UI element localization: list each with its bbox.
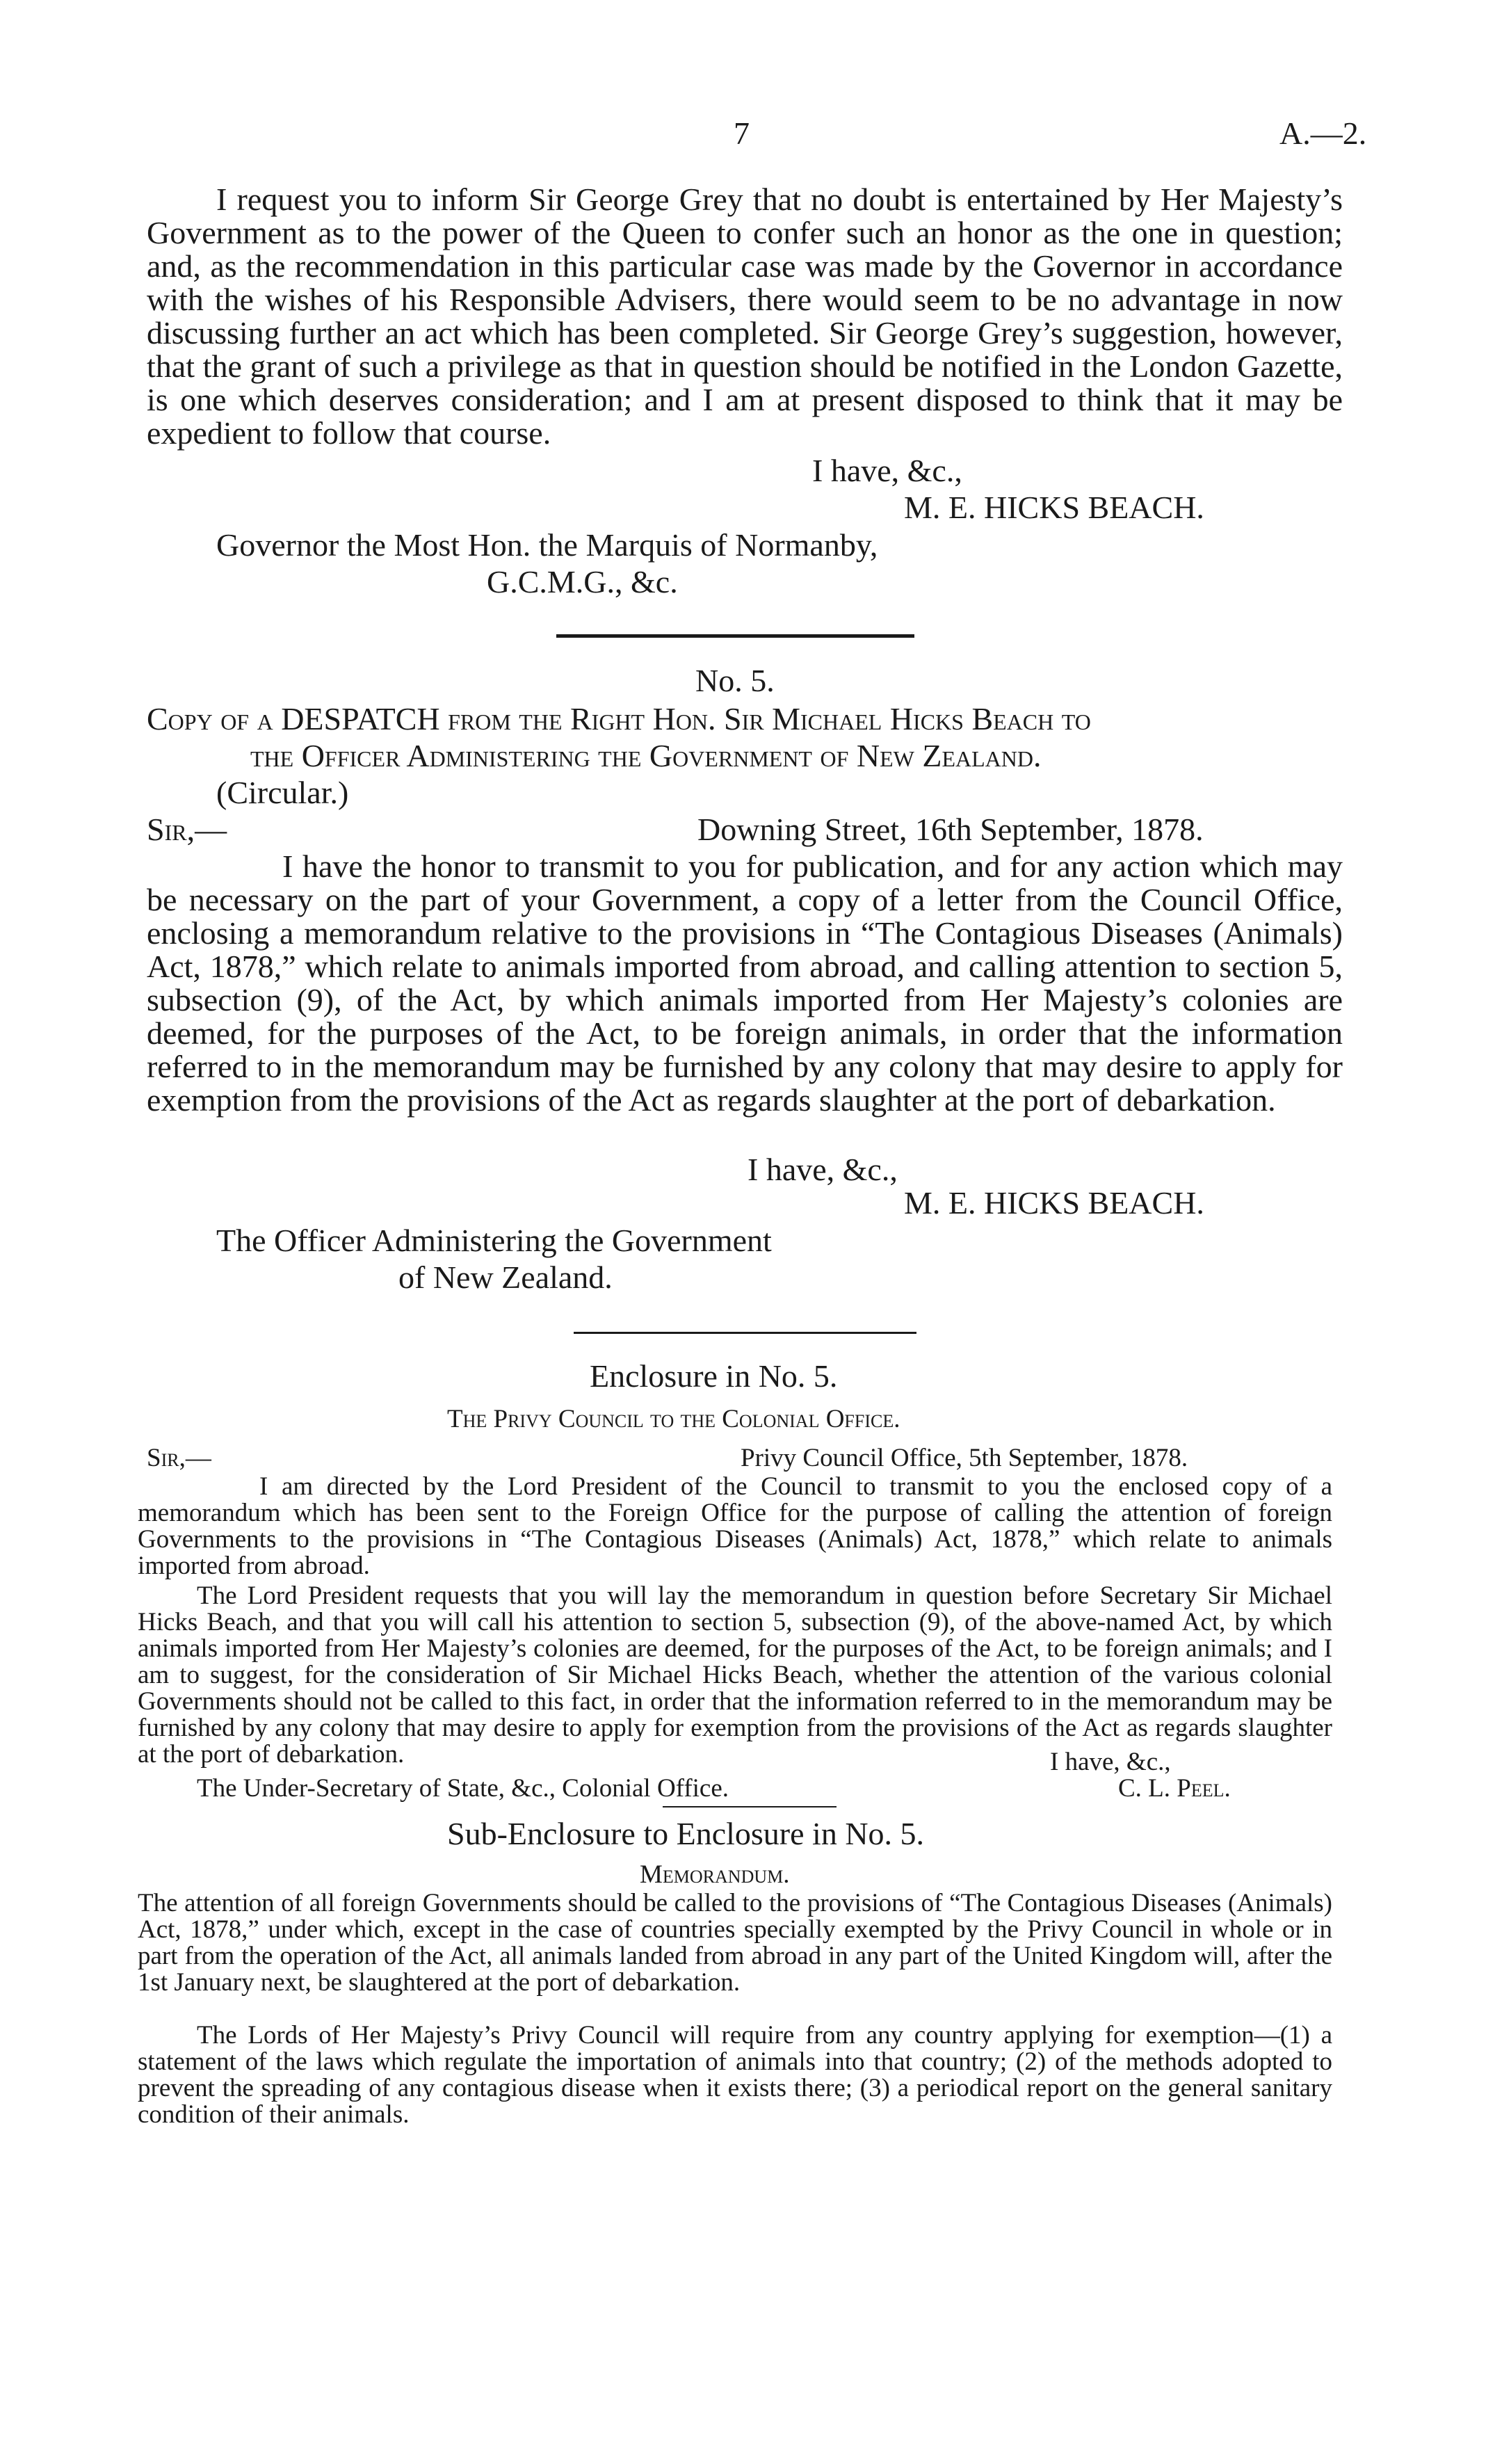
section-divider [556,634,914,638]
despatch5-addressee-line2: of New Zealand. [398,1259,613,1295]
despatch4-paragraph: I request you to inform Sir George Grey that no doubt is entertained by Her Majesty’s Government as to the power of the Queen to confer such an honor as the one in question; and, as the recommendation in this particular case was made by the Governor in accordance with the wishes of his Responsible Advisers, there would seem to be no advantage in now discussing further an act which has been completed. Sir George Grey’s suggestion, however, that the grant of such a privilege as that in question should be notified in the London Gazette, is one which deserves consideration; and I am at present disposed to think that it may be expedient to follow that course. [147,182,1343,451]
despatch4-addressee-line1: Governor the Most Hon. the Marquis of Normanby, [216,527,878,563]
enclosure-place-date: Privy Council Office, 5th September, 1878. [741,1444,1188,1472]
enclosure-paragraph-1: I am directed by the Lord President of the Council to transmit to you the enclosed copy of a memorandum which has been sent to the Foreign Office for the purpose of calling the attention of foreign Governments to the provisions in “The Contagious Diseases (Animals) Act, 1878,” which relate to animals imported from abroad. [138,1472,1332,1580]
page-number: 7 [734,115,750,151]
sub-enclosure-heading: Sub-Enclosure to Enclosure in No. 5. [447,1816,925,1851]
despatch5-paragraph: I have the honor to transmit to you for publication, and for any action which may be necessary on the part of your Government, a copy of a letter from the Council Office, enclosing a memorandum relative to the provisions in “The Contagious Diseases (Animals) Act, 1878,” which relate to animals imported from abroad, and calling attention to section 5, subsection (9), of the Act, by which animals imported from Her Majesty’s colonies are deemed, for the purposes of the Act, to be foreign animals, in order that the information referred to in the memorandum may be furnished by any colony that may desire to apply for exemption from the provisions of the Act as regards slaughter at the port of debarkation. [147,848,1343,1118]
despatch5-signature: M. E. HICKS BEACH. [904,1185,1204,1221]
despatch4-addressee-line2: G.C.M.G., &c. [487,564,678,599]
despatch5-number: No. 5. [695,663,775,698]
despatch5-closing: I have, &c., [748,1152,898,1187]
despatch4-signature: M. E. HICKS BEACH. [904,490,1204,525]
despatch4-closing: I have, &c., [812,453,962,488]
enclosure-paragraph-2: The Lord President requests that you will lay the memorandum in question before Secretary Sir Michael Hicks Beach, and that you will call his attention to section 5, subsection (9), of the above-named Act, by which animals imported from Her Majesty’s colonies are deemed, for the purposes of the Act, to be foreign animals; and I am to suggest, for the consideration of Sir Michael Hicks Beach, whether the attention of the various colonial Governments should not be called to this fact, in order that the information referred to in the memorandum may be furnished by any colony that may desire to apply for exemption from the provisions of the Act as regards slaughter at the port of debarkation. [138,1583,1332,1769]
document-reference: A.—2. [1279,115,1367,151]
enclosure-closing: I have, &c., [1050,1748,1171,1776]
despatch5-place-date: Downing Street, 16th September, 1878. [697,812,1204,847]
despatch5-title-line2: the Officer Administering the Government of New Zealand. [250,738,1042,773]
enclosure-subheading: The Privy Council to the Colonial Office. [447,1405,900,1433]
despatch5-title-line1: Copy of a DESPATCH from the Right Hon. Sir Michael Hicks Beach to [147,701,1091,736]
despatch5-addressee-line1: The Officer Administering the Government [216,1223,772,1258]
despatch5-salutation: Sir,— [147,812,227,847]
enclosure-heading: Enclosure in No. 5. [590,1358,838,1394]
enclosure-salutation: Sir,— [147,1444,211,1472]
sub-enclosure-subheading: Memorandum. [640,1860,790,1889]
sub-enclosure-paragraph-2: The Lords of Her Majesty’s Privy Council will require from any country applying for exemption—(1) a statement of the laws which regulate the importation of animals into that country; (2) of the methods adopted to prevent the spreading of any contagious disease when it exists there; (3) a periodical report on the general sanitary condition of their animals. [138,2021,1332,2129]
sub-enclosure-paragraph-1: The attention of all foreign Governments should be called to the provisions of “The Contagious Diseases (Animals) Act, 1878,” under which, except in the case of countries specially exempted by the Privy Council in whole or in part from the operation of the Act, all animals landed from abroad in any part of the United Kingdom will, after the 1st January next, be slaughtered at the port of debarkation. [138,1889,1332,1997]
enclosure-signature: C. L. Peel. [1118,1774,1231,1803]
despatch5-circular: (Circular.) [216,775,349,810]
enclosure-addressee: The Under-Secretary of State, &c., Colonial Office. [197,1774,729,1803]
section-divider [574,1332,916,1334]
section-divider [663,1806,837,1807]
